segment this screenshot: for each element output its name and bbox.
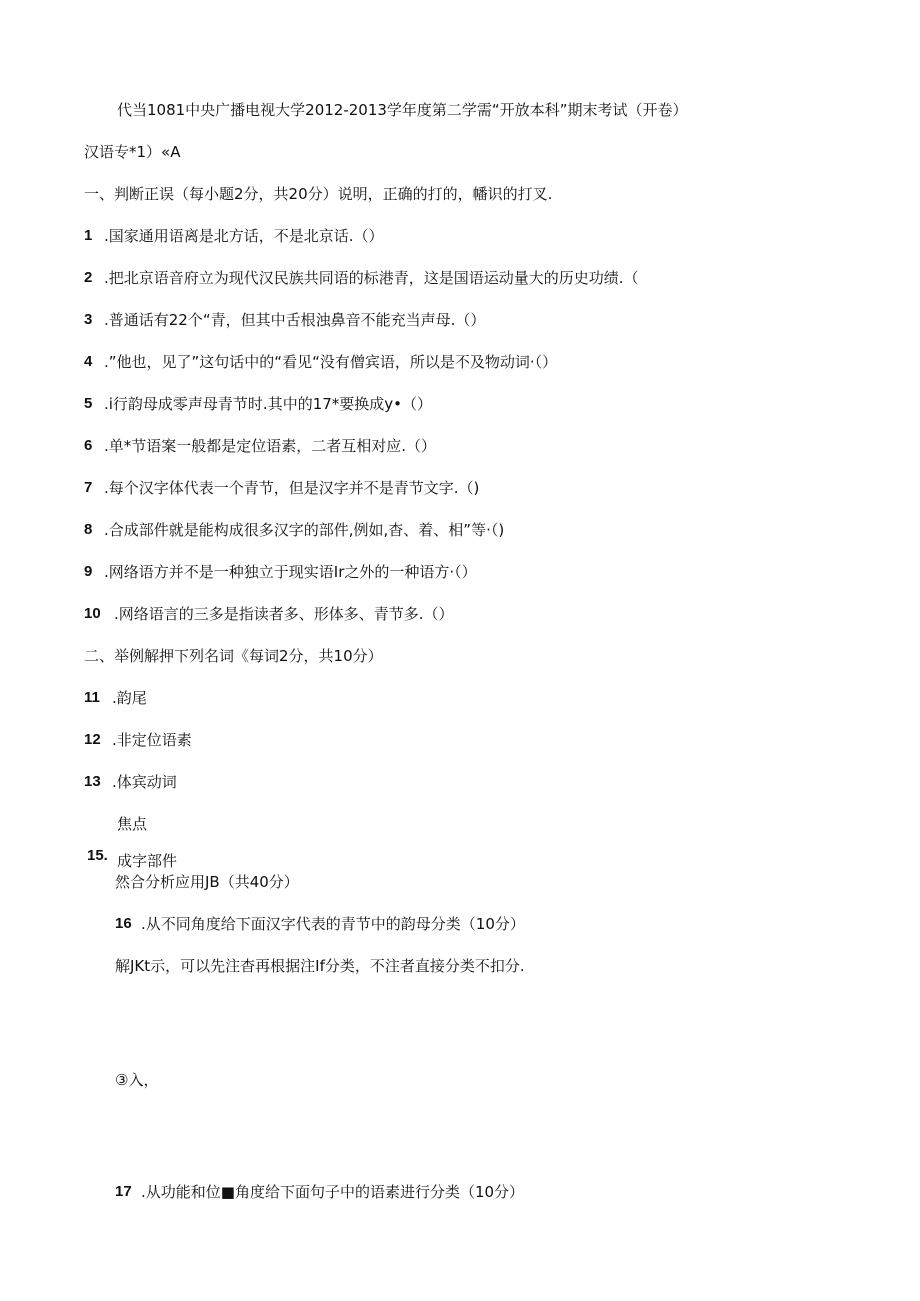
question-text: .”他也，见了”这句话中的“看见“没有僧宾语，所以是不及物动词·（）: [104, 353, 558, 371]
question-16-item: ③入，: [115, 1071, 159, 1089]
question-text: .网络语言的三多是指读者多、形体多、青节多.（）: [114, 605, 454, 623]
section-1-heading: 一、判断正误（每小题2分，共20分）说明，正确的打的，幡识的打叉.: [84, 185, 553, 203]
question-number: 3: [84, 311, 93, 328]
question-number: 2: [84, 269, 93, 286]
question-text: .从功能和位■角度给下面句子中的语素进行分类（10分）: [141, 1183, 525, 1201]
question-number: 15.: [87, 847, 108, 864]
exam-title: 代当1081中央广播电视大学2012-2013学年度第二学需“开放本科”期末考试（开卷）: [117, 101, 688, 119]
question-number: 8: [84, 521, 93, 538]
question-number: 13: [84, 773, 101, 790]
section-2-heading: 二、举例解押下列名词《每词2分，共10分）: [84, 647, 383, 665]
question-text: .合成部件就是能构成很多汉字的部件,例如,杳、着、相”等·（): [104, 521, 505, 539]
exam-subject: 汉语专*1）«A: [84, 143, 181, 161]
question-14-text: 焦点: [117, 815, 148, 833]
question-number: 5: [84, 395, 93, 412]
question-text: .每个汉字体代表一个青节，但是汉字并不是青节文字.（): [104, 479, 480, 497]
question-text: .从不同角度给下面汉字代表的青节中的韵母分类（10分）: [141, 915, 525, 933]
question-number: 12: [84, 731, 101, 748]
question-text: .非定位语素: [112, 731, 192, 749]
question-text: .体宾动词: [112, 773, 177, 791]
question-number: 17: [115, 1183, 132, 1200]
question-number: 1: [84, 227, 93, 244]
question-number: 9: [84, 563, 93, 580]
question-number: 7: [84, 479, 93, 496]
question-text: .普通话有22个“青，但其中舌根浊鼻音不能充当声母.（）: [104, 311, 486, 329]
question-text: 成字部件: [117, 852, 178, 870]
section-3-heading: 然合分析应用JB（共40分）: [115, 873, 299, 891]
question-text: .把北京语音府立为现代汉民族共同语的标港青，这是国语运动量大的历史功绩.（: [104, 269, 639, 287]
question-text: .i行韵母成零声母青节时.其中的17*要换成y•（）: [104, 395, 433, 413]
question-text: .国家通用语离是北方话，不是北京话.（）: [104, 227, 384, 245]
question-number: 6: [84, 437, 93, 454]
question-number: 10: [84, 605, 101, 622]
question-number: 4: [84, 353, 93, 370]
question-16-hint: 解JKt示，可以先注杳再根据注If分类，不注者直接分类不扣分.: [115, 957, 525, 975]
question-text: .单*节语案一般都是定位语素，二者互相对应.（）: [104, 437, 437, 455]
question-text: .韵尾: [112, 689, 147, 707]
question-number: 11: [84, 689, 100, 706]
question-text: .网络语方并不是一种独立于现实语Ir之外的一种语方·（）: [104, 563, 477, 581]
question-number: 16: [115, 915, 132, 932]
